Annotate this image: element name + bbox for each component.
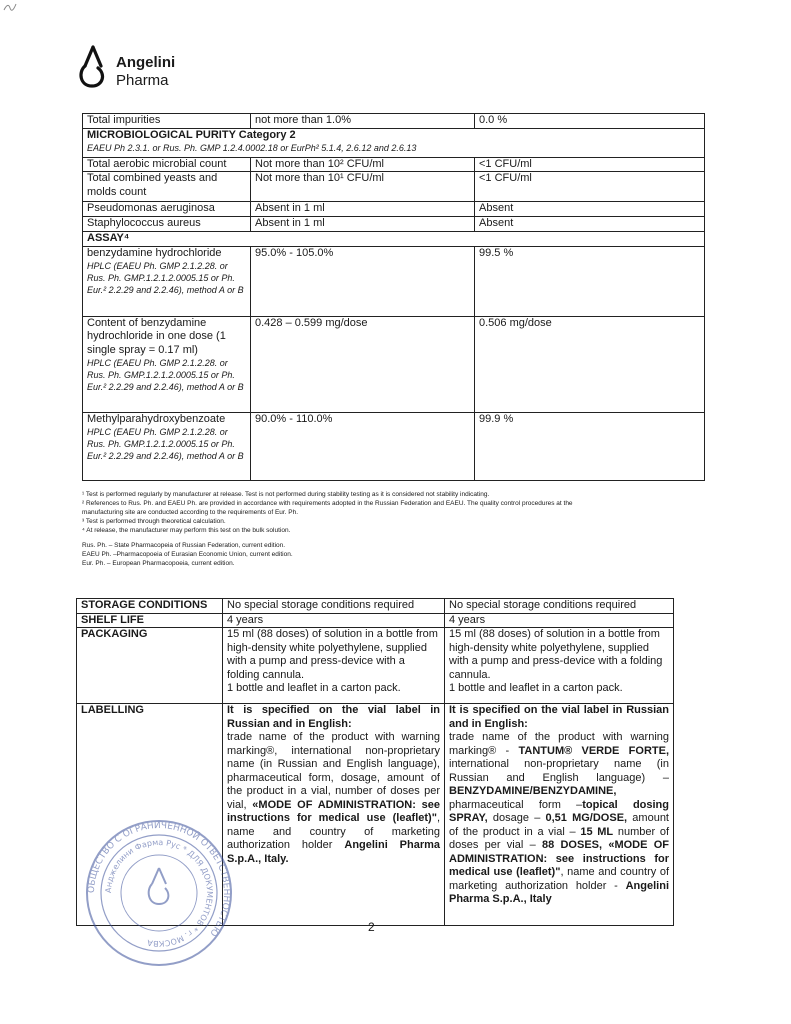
param-name: benzydamine hydrochloride (87, 246, 222, 259)
actual-cell: 4 years (445, 613, 674, 628)
section-row (83, 128, 705, 157)
spec-cell: not more than 1.0% (251, 114, 475, 129)
company-sub: Pharma (116, 72, 169, 89)
table-row (83, 114, 705, 129)
labelling-intro: It is specified on the vial label in Russian and in English: (449, 704, 669, 730)
actual-cell: No special storage conditions required (445, 599, 674, 614)
result-cell: Absent (475, 202, 705, 217)
company-stamp (84, 818, 234, 968)
param-name: Methylparahydroxybenzoate (87, 412, 226, 425)
actual-cell (445, 628, 674, 704)
packaging-text-2: 1 bottle and leaflet in a carton pack. (449, 682, 623, 694)
spec-cell: Not more than 10¹ CFU/ml (251, 172, 475, 202)
param-name: Content of benzydamine hydrochloride in one dose (1 single spray = 0.17 ml) (87, 316, 226, 356)
param-cell: Total combined yeasts and molds count (83, 172, 251, 202)
labelling-intro: It is specified on the vial label in Russian and in English: (227, 704, 440, 730)
table-row (77, 628, 674, 704)
footnote: ⁴ At release, the manufacturer may perform this test on the bulk solution. (82, 527, 291, 534)
packaging-text: 15 ml (88 doses) of solution in a bottle from high-density white polyethylene, supplied with a pump and press-device with a folding cannula. (227, 628, 438, 681)
company-name: Angelini (116, 54, 176, 71)
abbreviation: Rus. Ph. – State Pharmacopeia of Russian Federation, current edition. (82, 542, 286, 549)
param-method: HPLC (EAEU Ph. GMP 2.1.2.28. or Rus. Ph. GMP.1.2.1.2.0005.15 or Ph. Eur.² 2.2.29 and 2.2.46), method A or B (87, 358, 244, 392)
spec-cell: 4 years (223, 613, 445, 628)
table-row (83, 202, 705, 217)
result-cell: <1 CFU/ml (475, 172, 705, 202)
label-cell: SHELF LIFE (77, 613, 223, 628)
result-cell: Absent (475, 217, 705, 232)
abbreviation: Eur. Ph. – European Pharmacopoeia, current edition. (82, 560, 235, 567)
label-cell: LABELLING (77, 704, 223, 926)
spec-table (82, 113, 705, 481)
param-cell: Total aerobic microbial count (83, 157, 251, 172)
table-row (77, 599, 674, 614)
param-cell (83, 316, 251, 412)
spec-cell: Absent in 1 ml (251, 202, 475, 217)
param-method: HPLC (EAEU Ph. GMP 2.1.2.28. or Rus. Ph. GMP.1.2.1.2.0005.15 or Ph. Eur.² 2.2.29 and 2.2.46), method A or B (87, 427, 244, 461)
labelling-body: trade name of the product with warning marking®, international non-proprietary name (in Russian and English language), pharmaceutical form, dosage, amount of the product in a vial, number of doses per vial, «MODE OF ADMINISTRATION: see instructions for medical use (leaflet)", name and country of marketing authorization holder Angelini Pharma S.p.A., Italy. (227, 731, 441, 865)
footnote: ² References to Rus. Ph. and EAEU Ph. are provided in accordance with requirements adopted in the Russian Federation and EAEU. The quality control procedures at the (82, 500, 573, 507)
param-cell: Staphylococcus aureus (83, 217, 251, 232)
footnote: manufacturing site are conducted according to the requirements of Eur. Ph. (82, 509, 299, 516)
footnote: ¹ Test is performed regularly by manufacturer at release. Test is not performed during stability testing as it is considered not stability indicating. (82, 491, 490, 498)
actual-cell (445, 704, 674, 926)
result-cell: 0.0 % (475, 114, 705, 129)
spec-cell: 95.0% - 105.0% (251, 246, 475, 316)
svg-text:Анджелини Фарма Рус * ДЛЯ ДОКУ: Анджелини Фарма Рус * ДЛЯ ДОКУМЕНТОВ * г. МОСКВА (103, 837, 215, 949)
table-row (83, 172, 705, 202)
section-cell: ASSAY⁴ (83, 232, 705, 247)
param-cell: Total impurities (83, 114, 251, 129)
spec-cell: 90.0% - 110.0% (251, 412, 475, 480)
company-logo (76, 44, 236, 94)
param-cell (83, 412, 251, 480)
result-cell: <1 CFU/ml (475, 157, 705, 172)
page-number: 2 (368, 920, 375, 934)
result-cell: 99.9 % (475, 412, 705, 480)
table-row (83, 246, 705, 316)
result-cell: 99.5 % (475, 246, 705, 316)
footnotes (82, 490, 702, 568)
spec-cell: No special storage conditions required (223, 599, 445, 614)
scribble-mark (2, 0, 22, 14)
spec-cell: Not more than 10² CFU/ml (251, 157, 475, 172)
spec-cell (223, 704, 445, 926)
table-row (83, 157, 705, 172)
spec-cell (223, 628, 445, 704)
param-method: HPLC (EAEU Ph. GMP 2.1.2.28. or Rus. Ph. GMP.1.2.1.2.0005.15 or Ph. Eur.² 2.2.29 and 2.2.46), method A or B (87, 261, 244, 295)
angelini-logo-icon (76, 44, 110, 90)
param-cell: Pseudomonas aeruginosa (83, 202, 251, 217)
labelling-body: trade name of the product with warning marking® - TANTUM® VERDE FORTE, international non-proprietary name (in Russian and English language) – BENZYDAMINE/BENZYDAMINE, pharmaceutical form –topical dosing SPRAY, dosage – 0,51 MG/DOSE, amount of the product in a vial – 15 ML number of doses per vial – 88 DOSES, «MODE OF ADMINISTRATION: see instructions for medical use (leaflet)", name and country of marketing authorization holder - Angelini Pharma S.p.A., Italy (449, 731, 670, 905)
packaging-text: 15 ml (88 doses) of solution in a bottle from high-density white polyethylene, supplied with a pump and press-device with a folding cannula. (449, 628, 663, 681)
section-title: MICROBIOLOGICAL PURITY Category 2 (87, 128, 296, 141)
table-row (77, 613, 674, 628)
result-cell: 0.506 mg/dose (475, 316, 705, 412)
table-row (83, 316, 705, 412)
section-row (83, 232, 705, 247)
label-cell: STORAGE CONDITIONS (77, 599, 223, 614)
spec-cell: 0.428 – 0.599 mg/dose (251, 316, 475, 412)
spec-cell: Absent in 1 ml (251, 217, 475, 232)
table-row (83, 412, 705, 480)
abbreviation: EAEU Ph. –Pharmacopoeia of Eurasian Economic Union, current edition. (82, 551, 293, 558)
table-row (83, 217, 705, 232)
section-ref: EAEU Ph 2.3.1. or Rus. Ph. GMP 1.2.4.0002.18 or EurPh² 5.1.4, 2.6.12 and 2.6.13 (87, 143, 417, 153)
label-cell: PACKAGING (77, 628, 223, 704)
packaging-text-2: 1 bottle and leaflet in a carton pack. (227, 682, 401, 694)
param-cell (83, 246, 251, 316)
svg-text:ОБЩЕСТВО С ОГРАНИЧЕННОЙ ОТВЕТС: ОБЩЕСТВО С ОГРАНИЧЕННОЙ ОТВЕТСТВЕННОСТЬЮ (86, 820, 232, 938)
footnote: ³ Test is performed through theoretical calculation. (82, 518, 226, 525)
section-cell (83, 128, 705, 157)
